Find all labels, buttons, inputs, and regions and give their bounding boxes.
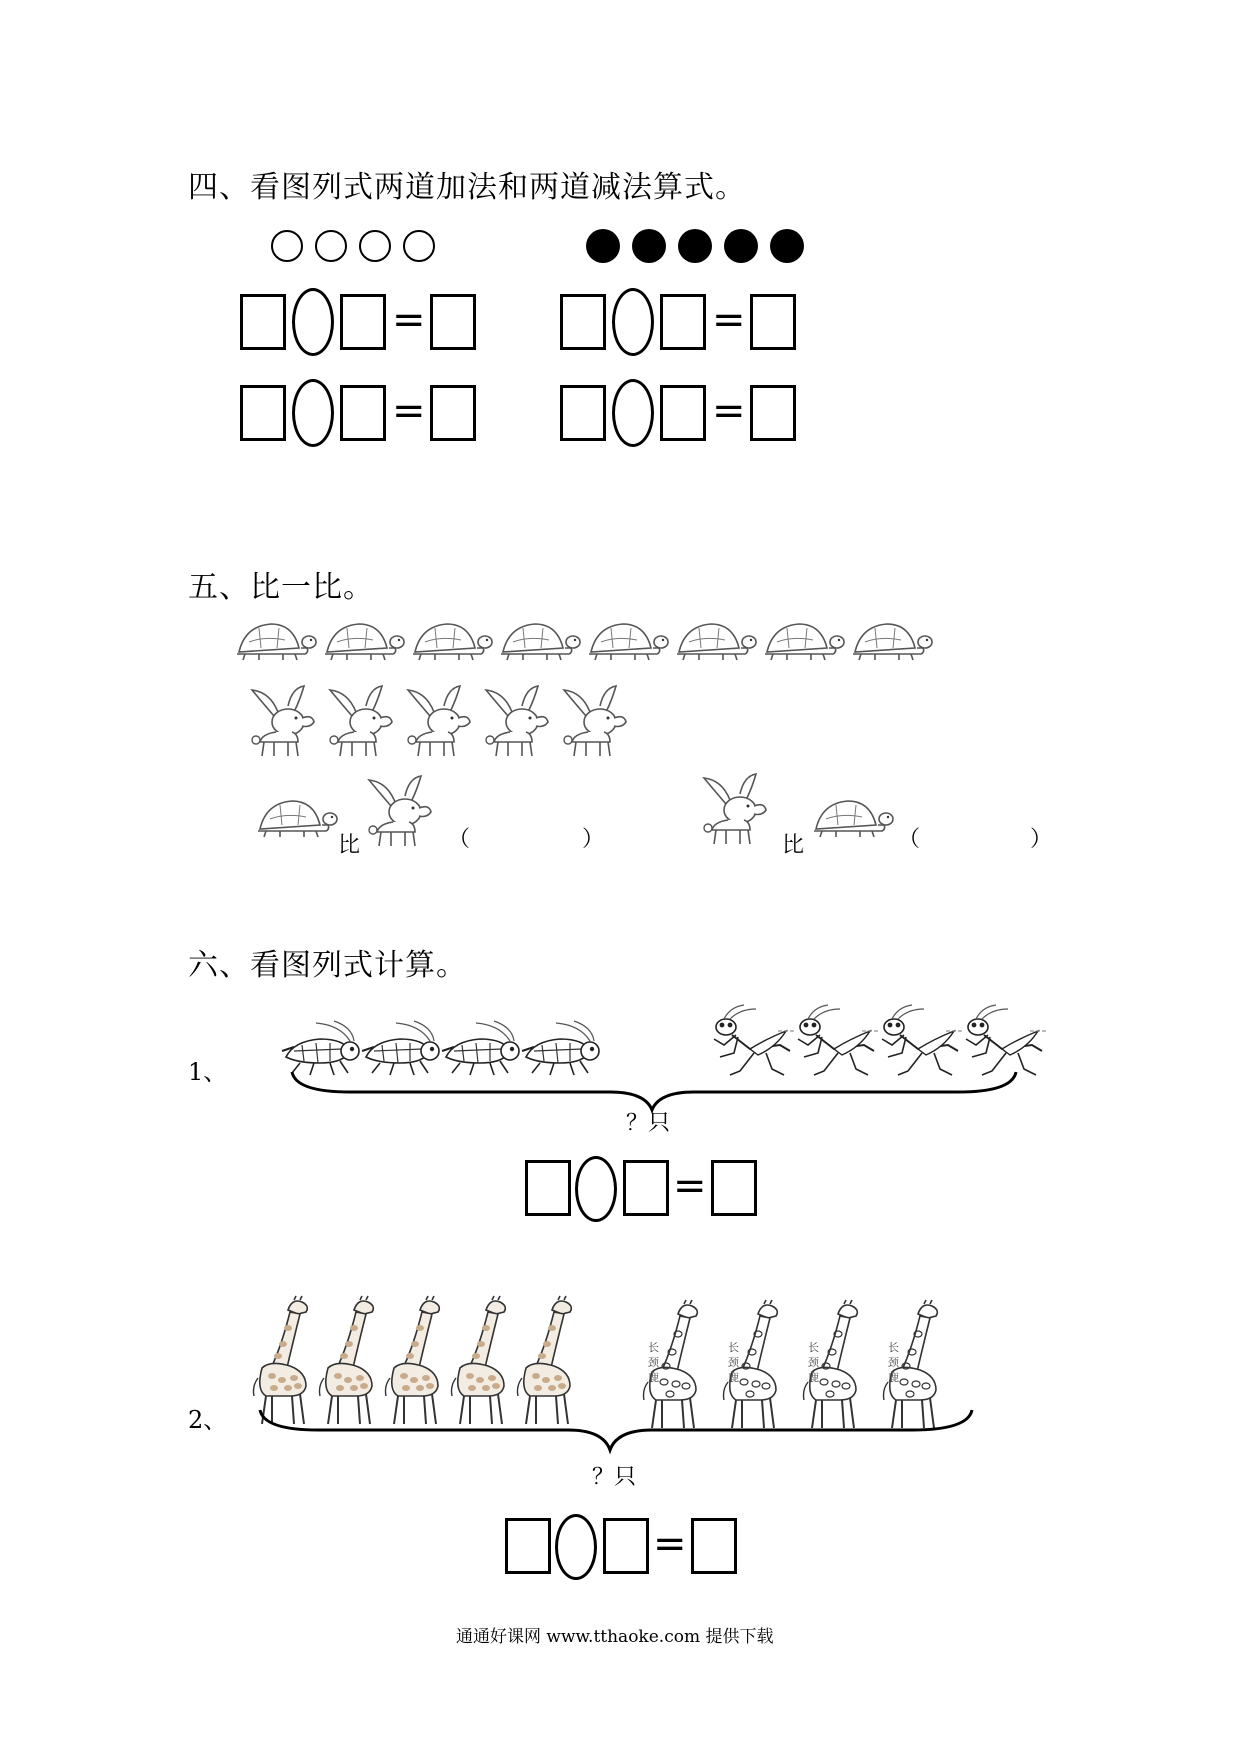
- rabbit-icon: [365, 770, 445, 856]
- answer-blank[interactable]: [930, 832, 1030, 854]
- mantis-icon: [714, 1005, 794, 1075]
- turtle-icon: [589, 624, 668, 660]
- answer-box[interactable]: [430, 385, 476, 441]
- rabbit-icon: [252, 686, 314, 756]
- section4-title: 四、看图列式两道加法和两道减法算式。: [188, 170, 746, 205]
- equation-row: [240, 385, 480, 447]
- turtle-row: [235, 612, 935, 672]
- cricket-icon: [282, 1021, 359, 1075]
- hollow-circle: [316, 231, 346, 261]
- turtle-icon: [853, 624, 932, 660]
- hollow-circle: [360, 231, 390, 261]
- giraffe-sign-label: 长颈鹿: [808, 1341, 819, 1384]
- equation-row: [240, 294, 480, 356]
- answer-box[interactable]: [691, 1518, 737, 1574]
- filled-circle: [586, 229, 620, 263]
- giraffe-icon: [320, 1296, 374, 1424]
- turtle-icon: [413, 624, 492, 660]
- rabbit-row: [248, 680, 668, 766]
- answer-box[interactable]: [340, 294, 386, 350]
- hollow-circles-group: [270, 228, 450, 268]
- answer-box[interactable]: [505, 1518, 551, 1574]
- cricket-icon: [442, 1021, 519, 1075]
- equals-sign: =: [392, 297, 426, 343]
- operator-oval[interactable]: [555, 1514, 597, 1580]
- answer-box[interactable]: [660, 385, 706, 441]
- filled-circle: [678, 229, 712, 263]
- mantis-icon: [882, 1005, 962, 1075]
- problem2-number: 2、: [188, 1406, 228, 1434]
- giraffe-icon: [254, 1296, 308, 1424]
- answer-box[interactable]: [623, 1160, 669, 1216]
- mantis-icon: [966, 1005, 1046, 1075]
- equals-sign: =: [673, 1163, 707, 1209]
- rabbit-icon: [330, 686, 392, 756]
- filled-circle: [632, 229, 666, 263]
- rabbit-shape: [369, 776, 431, 846]
- compare-word: 比: [338, 833, 361, 858]
- operator-oval[interactable]: [292, 379, 334, 447]
- equals-sign: =: [392, 388, 426, 434]
- answer-box[interactable]: [750, 385, 796, 441]
- equation-row: [560, 385, 800, 447]
- turtle-shape: [814, 801, 893, 837]
- problem1-number: 1、: [188, 1058, 228, 1086]
- answer-box[interactable]: [711, 1160, 757, 1216]
- section5-title: 五、比一比。: [188, 570, 374, 605]
- giraffe-icon: [386, 1296, 440, 1424]
- open-paren: （: [448, 827, 471, 852]
- section6-title: 六、看图列式计算。: [188, 948, 467, 983]
- operator-oval[interactable]: [612, 288, 654, 356]
- brace-icon: [258, 1408, 978, 1458]
- operator-oval[interactable]: [575, 1156, 617, 1222]
- giraffe-sign-label: 长颈鹿: [648, 1341, 659, 1384]
- answer-box[interactable]: [240, 385, 286, 441]
- turtle-shape: [258, 801, 337, 837]
- cricket-row: [280, 1015, 620, 1075]
- answer-box[interactable]: [603, 1518, 649, 1574]
- turtle-icon: [325, 624, 404, 660]
- answer-box[interactable]: [560, 294, 606, 350]
- answer-box[interactable]: [560, 385, 606, 441]
- cricket-icon: [362, 1021, 439, 1075]
- filled-circles-group: [585, 228, 815, 268]
- footer-text: 通通好课网 www.tthaoke.com 提供下载: [456, 1627, 774, 1647]
- equals-sign: =: [653, 1521, 687, 1567]
- equals-sign: =: [712, 388, 746, 434]
- rabbit-icon: [564, 686, 626, 756]
- turtle-icon: [765, 624, 844, 660]
- filled-circle: [724, 229, 758, 263]
- hollow-circle: [272, 231, 302, 261]
- question-label: ？只: [592, 1465, 637, 1490]
- close-paren: ）: [1030, 827, 1053, 852]
- cricket-icon: [522, 1021, 599, 1075]
- close-paren: ）: [582, 827, 605, 852]
- operator-oval[interactable]: [612, 379, 654, 447]
- giraffe-sign-label: 长颈鹿: [888, 1341, 899, 1384]
- answer-box[interactable]: [660, 294, 706, 350]
- answer-box[interactable]: [240, 294, 286, 350]
- turtle-icon: [237, 624, 316, 660]
- filled-circle: [770, 229, 804, 263]
- answer-blank[interactable]: [480, 832, 580, 854]
- rabbit-shape: [704, 774, 766, 844]
- turtle-icon: [677, 624, 756, 660]
- answer-box[interactable]: [430, 294, 476, 350]
- turtle-icon: [501, 624, 580, 660]
- answer-box[interactable]: [525, 1160, 571, 1216]
- answer-box[interactable]: [340, 385, 386, 441]
- equals-sign: =: [712, 297, 746, 343]
- question-label: ？只: [626, 1111, 671, 1136]
- rabbit-icon: [408, 686, 470, 756]
- giraffe-icon: [452, 1296, 506, 1424]
- hollow-circle: [404, 231, 434, 261]
- equation-row: [560, 294, 800, 356]
- equation-row: [505, 1518, 745, 1580]
- operator-oval[interactable]: [292, 288, 334, 356]
- turtle-icon: [812, 795, 892, 845]
- rabbit-icon: [486, 686, 548, 756]
- rabbit-icon: [700, 768, 780, 854]
- equation-row: [525, 1160, 765, 1222]
- mantis-icon: [798, 1005, 878, 1075]
- answer-box[interactable]: [750, 294, 796, 350]
- giraffe-icon: [518, 1296, 572, 1424]
- turtle-icon: [256, 795, 336, 845]
- compare-word: 比: [782, 833, 805, 858]
- open-paren: （: [898, 827, 921, 852]
- giraffe-sign-label: 长颈鹿: [728, 1341, 739, 1384]
